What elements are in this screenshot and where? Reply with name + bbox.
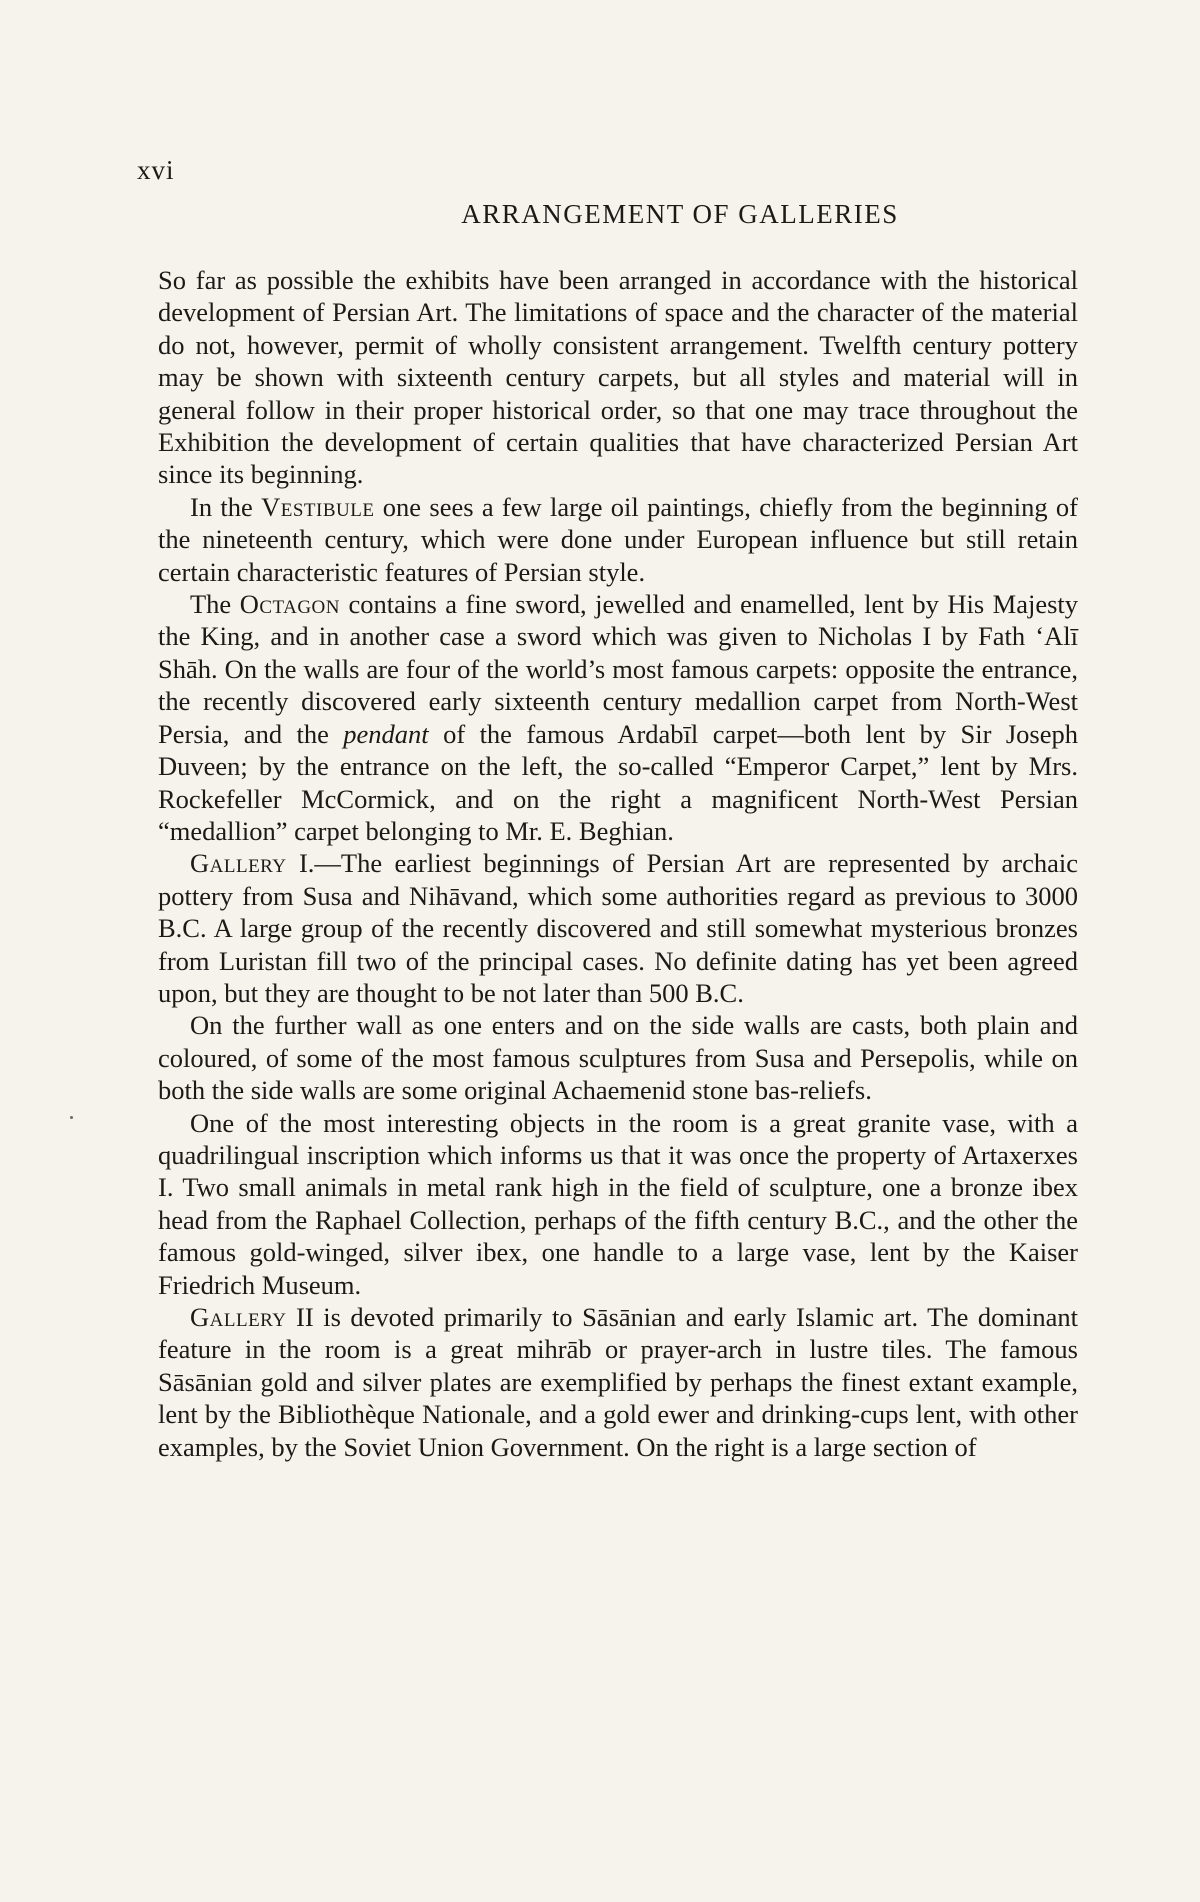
paper-speck	[70, 1116, 73, 1119]
paragraph-gallery-one	[158, 847, 1078, 1009]
octagon-heading: Octagon	[239, 589, 340, 620]
paragraph-vestibule	[158, 491, 1078, 588]
paragraph-granite-vase: One of the most interesting objects in the room is a great granite vase, with a quadrilingual inscription which informs us that it was once the property of Artaxerxes I. Two small animals in metal rank high in the field of sculpture, one a bronze ibex head from the Raphael Collection, perhaps of the fifth century B.C., and the other the famous gold-winged, silver ibex, one handle to a large vase, lent by the Kaiser Friedrich Museum.	[158, 1107, 1078, 1300]
gallery-two-heading: Gallery	[190, 1302, 287, 1332]
paragraph-casts: On the further wall as one enters and on the side walls are casts, both plain and coloured, of some of the most famous sculptures from Susa and Persepolis, while on both the side walls are some original Achaemenid stone bas-reliefs.	[158, 1010, 1078, 1106]
paragraph-octagon	[158, 588, 1078, 847]
paragraph-gallery-two-text: II is devoted primarily to Sāsānian and early Islamic art. The dominant feature in the room is a great mihrāb or prayer-arch in lustre tiles. The famous Sāsānian gold and silver plates are exemplified by perhaps the finest extant example, lent by the Bibliothèque Nationale, and a gold ewer and drinking-cups lent, with other examples, by the Soviet Union Government. On the right is a large section of	[158, 1302, 1078, 1462]
paragraph-gallery-two	[158, 1301, 1078, 1463]
vestibule-heading: Vestibule	[261, 491, 375, 522]
paragraph-octagon-text-b: of the famous Ardabīl carpet—both lent by Sir Joseph Duveen; by the entrance on the left, the so-called “Emperor Carpet,” lent by Mrs. Rockefeller McCormick, and on the right a magnificent North-West Persian “medallion” carpet belonging to Mr. E. Beghian.	[158, 718, 1078, 846]
paragraph-octagon-text-a: contains a fine sword, jewelled and enamelled, lent by His Majesty the King, and in another case a sword which was given to Nicholas I by Fath ‘Alī Shāh. On the walls are four of the world’s most famous carpets: opposite the entrance, the recently discovered early sixteenth century medallion carpet from North-West Persia, and the	[158, 589, 1079, 749]
paragraph-introduction: So far as possible the exhibits have been arranged in accordance with the historical development of Persian Art. The limitations of space and the character of the material do not, however, permit of wholly consistent arrangement. Twelfth century pottery may be shown with sixteenth century carpets, but all styles and material will in general follow in their proper historical order, so that one may trace throughout the Exhibition the development of certain qualities that have characterized Persian Art since its beginning.	[158, 265, 1078, 490]
paragraph-gallery-one-text: I.—The earliest beginnings of Persian Art are represented by archaic pottery from Susa and Nihāvand, which some authorities regard as previous to 3000 B.C. A large group of the recently discovered and still somewhat mysterious bronzes from Luristan fill two of the principal cases. No definite dating has yet been agreed upon, but they are thought to be not later than 500 B.C.	[158, 848, 1078, 1008]
pendant-italic: pendant	[343, 718, 429, 749]
paragraph-octagon-lead: The	[190, 589, 240, 620]
body-text	[158, 264, 1078, 1463]
page-title: ARRANGEMENT OF GALLERIES	[461, 199, 899, 229]
page-number: xvi	[137, 155, 175, 185]
paragraph-vestibule-lead: In the	[190, 491, 262, 522]
gallery-one-heading: Gallery	[190, 848, 287, 879]
paragraph-vestibule-text: one sees a few large oil paintings, chiefly from the beginning of the nineteenth century, which were done under European influence but still retain certain characteristic features of Persian style.	[158, 491, 1079, 587]
